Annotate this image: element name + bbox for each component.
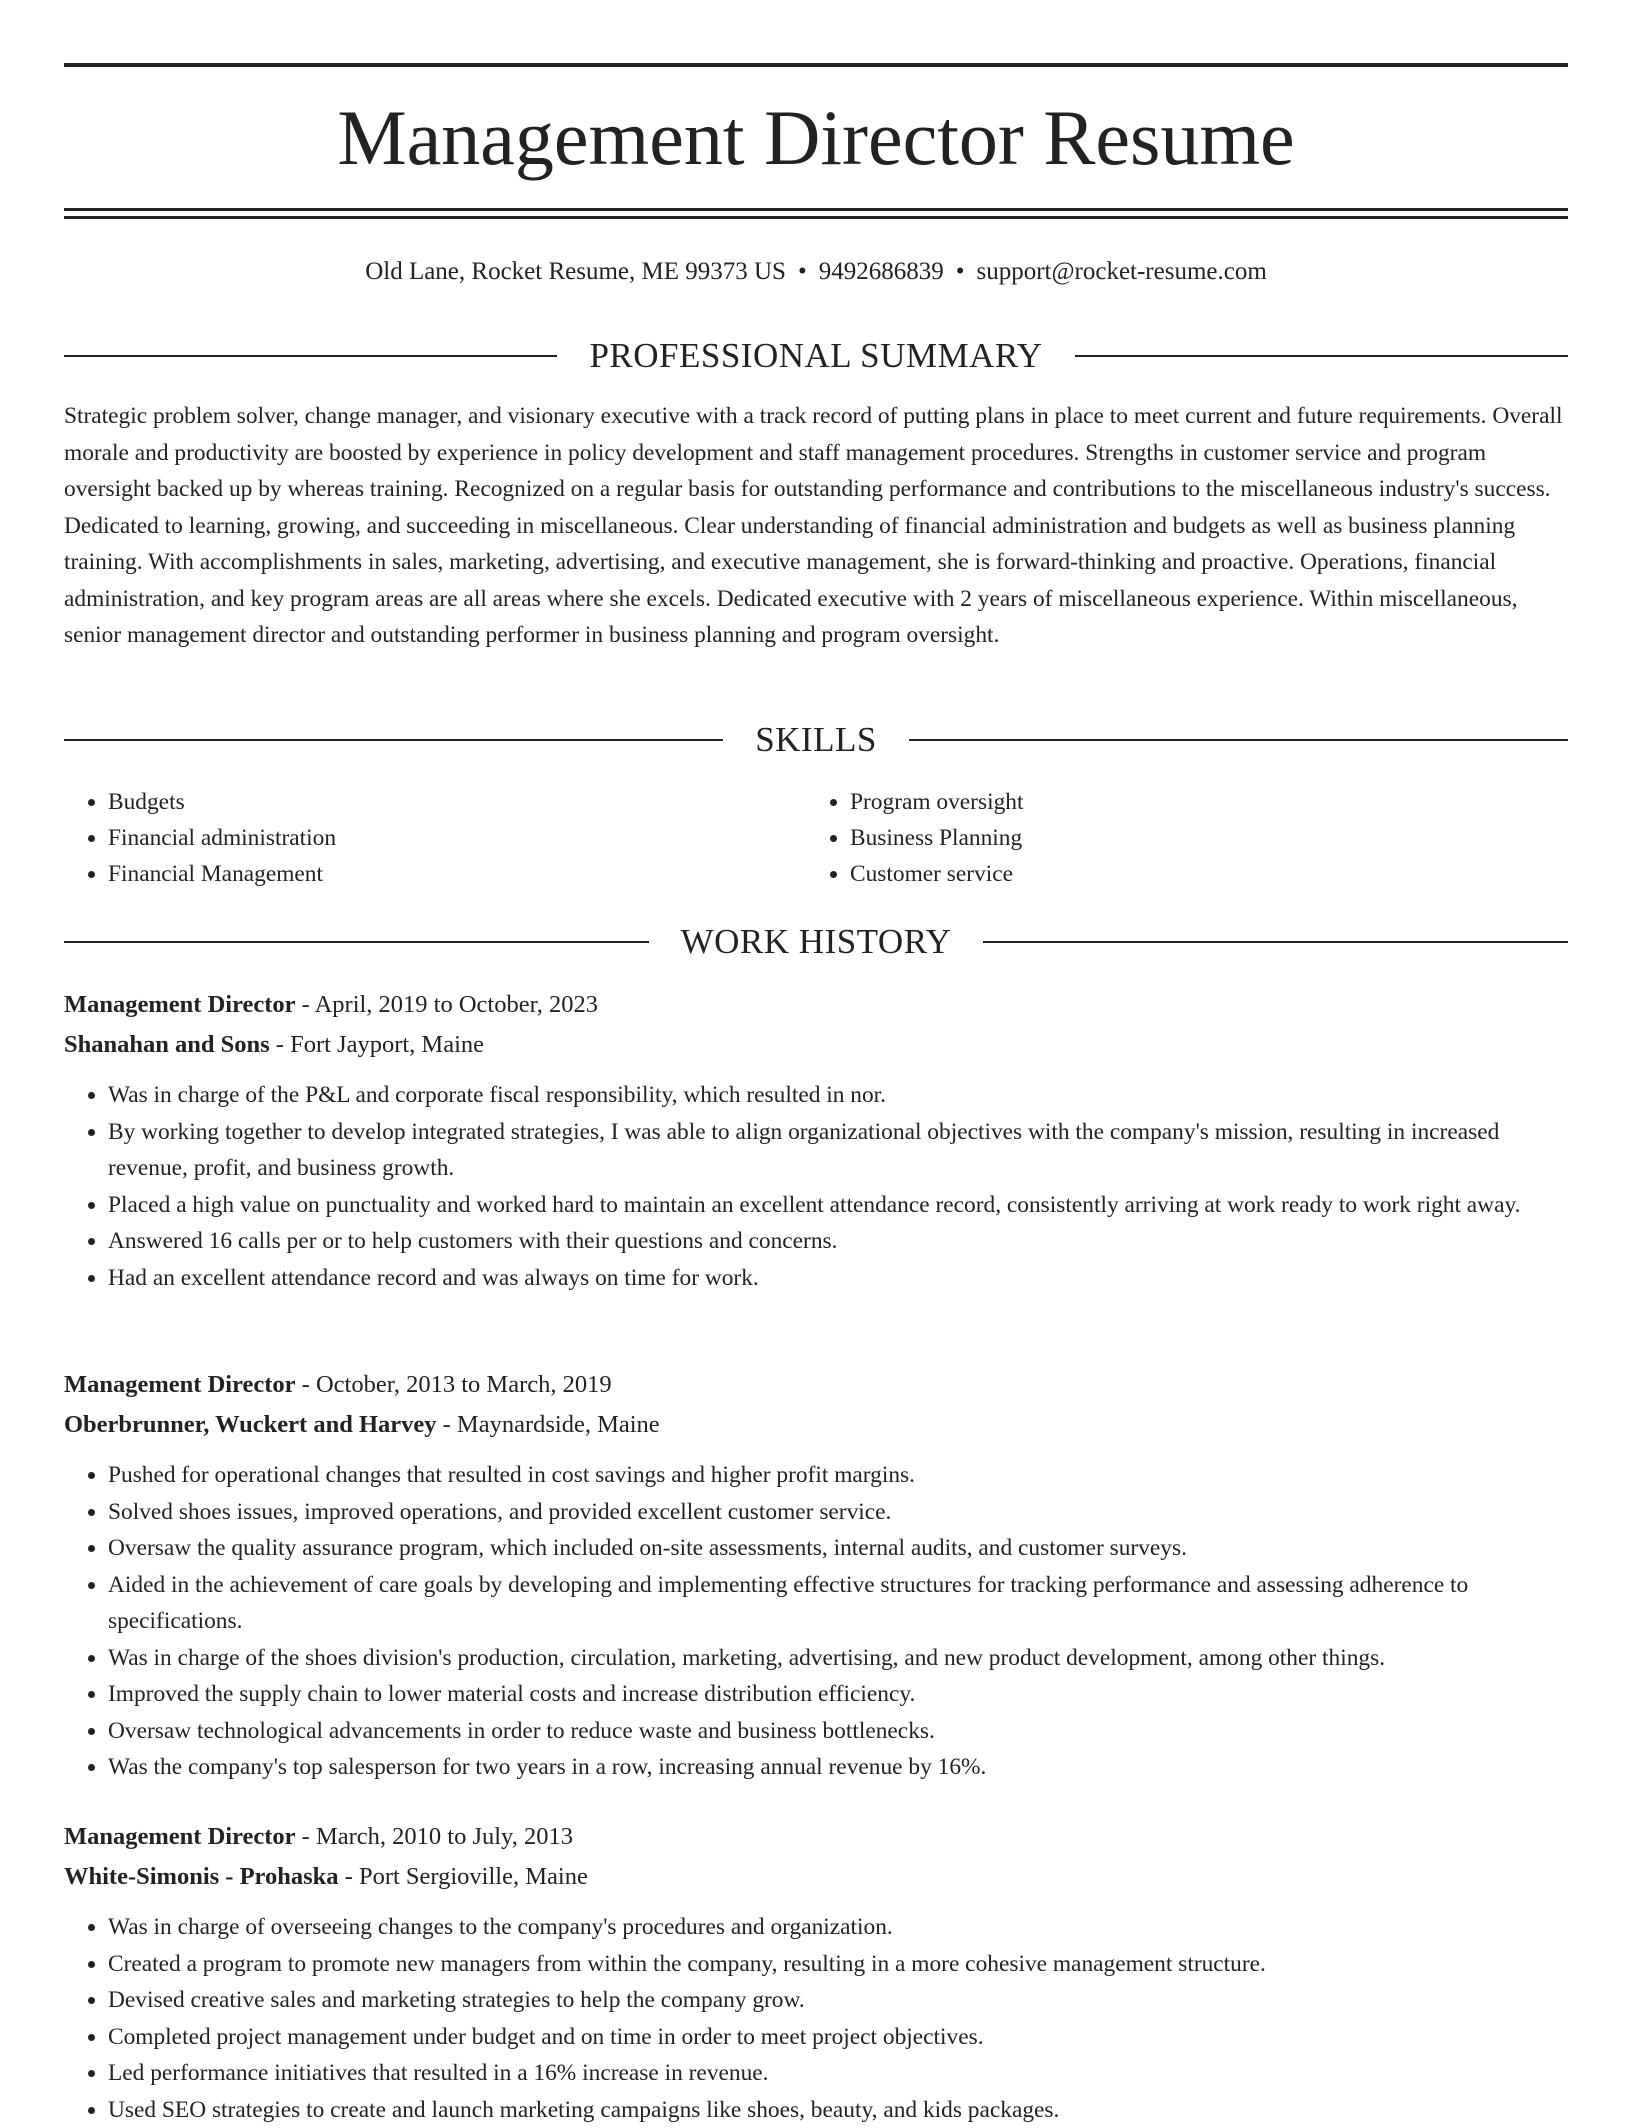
job-bullet: • Was in charge of the shoes division's production, circulation, marketing, advertising, and new product development, among other things. (108, 1640, 1568, 1677)
contact-phone: 9492686839 (819, 258, 944, 285)
job-title: Management Director (64, 1823, 296, 1850)
contact-separator: • (798, 258, 807, 285)
job-dates: - March, 2010 to July, 2013 (296, 1823, 573, 1850)
job-bullet: • Completed project management under budget and on time in order to meet project objectives. (108, 2019, 1568, 2056)
section-title-skills: SKILLS (723, 720, 909, 760)
job-bullet: • Aided in the achievement of care goals by developing and implementing effective structures for tracking performance and assessing adherence to specifications. (108, 1567, 1568, 1640)
section-heading-work (64, 920, 1568, 964)
job-bullet: • Led performance initiatives that resulted in a 16% increase in revenue. (108, 2055, 1568, 2092)
job-bullet: • Solved shoes issues, improved operations, and provided excellent customer service. (108, 1494, 1568, 1531)
section-heading-summary (64, 334, 1568, 378)
skill-item: • Budgets (108, 784, 806, 820)
section-rule-right (1075, 355, 1568, 357)
job-title: Management Director (64, 1371, 296, 1398)
skills-column-right (806, 784, 1548, 892)
section-title-summary: PROFESSIONAL SUMMARY (557, 336, 1074, 376)
section-rule-right (909, 739, 1568, 741)
job-bullets (64, 1457, 1568, 1786)
job-dates: - April, 2019 to October, 2023 (296, 991, 599, 1018)
job-location: - Maynardside, Maine (437, 1411, 660, 1438)
job-bullet: • Was in charge of overseeing changes to the company's procedures and organization. (108, 1909, 1568, 1946)
job-bullet: • Pushed for operational changes that resulted in cost savings and higher profit margins. (108, 1457, 1568, 1494)
job-bullets (64, 1909, 1568, 2128)
job-location: - Fort Jayport, Maine (270, 1031, 484, 1058)
job-title: Management Director (64, 991, 296, 1018)
skill-item: • Customer service (850, 856, 1548, 892)
job-company-line (64, 1025, 1568, 1065)
contact-address: Old Lane, Rocket Resume, ME 99373 US (365, 258, 786, 285)
skills-list (64, 784, 1568, 892)
job-location: - Port Sergioville, Maine (339, 1863, 588, 1890)
job-dates: - October, 2013 to March, 2019 (296, 1371, 612, 1398)
job-bullet: • Had an excellent attendance record and was always on time for work. (108, 1260, 1568, 1297)
skill-item: • Program oversight (850, 784, 1548, 820)
job-company: White-Simonis - Prohaska (64, 1863, 339, 1890)
skills-column-left (64, 784, 806, 892)
job-bullet: • Used SEO strategies to create and launch marketing campaigns like shoes, beauty, and kids packages. (108, 2092, 1568, 2128)
section-heading-skills (64, 718, 1568, 762)
job-role-line (64, 985, 1568, 1025)
job-company: Oberbrunner, Wuckert and Harvey (64, 1411, 437, 1438)
contact-info (64, 252, 1568, 292)
section-rule-right (983, 941, 1568, 943)
contact-email: support@rocket-resume.com (977, 258, 1267, 285)
skill-item: • Business Planning (850, 820, 1548, 856)
contact-separator: • (956, 258, 965, 285)
job-bullets (64, 1077, 1568, 1296)
job-company-line (64, 1405, 1568, 1445)
section-rule-left (64, 355, 557, 357)
job-bullet: • Created a program to promote new managers from within the company, resulting in a more cohesive management structure. (108, 1946, 1568, 1983)
job-company-line (64, 1857, 1568, 1897)
job-bullet: • Was the company's top salesperson for two years in a row, increasing annual revenue by 16%. (108, 1749, 1568, 1786)
job-bullet: • Answered 16 calls per or to help customers with their questions and concerns. (108, 1223, 1568, 1260)
title-double-rule (64, 208, 1568, 219)
section-rule-left (64, 941, 649, 943)
section-rule-left (64, 739, 723, 741)
job-bullet: • Oversaw the quality assurance program, which included on-site assessments, internal audits, and customer surveys. (108, 1530, 1568, 1567)
job-entry (64, 1817, 1568, 2128)
summary-text: Strategic problem solver, change manager, and visionary executive with a track record of putting plans in place to meet current and future requirements. Overall morale and productivity are boosted by experience in policy development and staff management procedures. Strengths in customer service and program oversight backed up by whereas training. Recognized on a regular basis for outstanding performance and contributions to the miscellaneous industry's success. Dedicated to learning, growing, and succeeding in miscellaneous. Clear understanding of financial administration and budgets as well as business planning training. With accomplishments in sales, marketing, advertising, and executive management, she is forward-thinking and proactive. Operations, financial administration, and key program areas are all areas where she excels. Dedicated executive with 2 years of miscellaneous experience. Within miscellaneous, senior management director and outstanding performer in business planning and program oversight. (64, 398, 1568, 654)
page-title: Management Director Resume (64, 86, 1568, 190)
job-bullet: • By working together to develop integrated strategies, I was able to align organizational objectives with the company's mission, resulting in increased revenue, profit, and business growth. (108, 1114, 1568, 1187)
job-bullet: • Placed a high value on punctuality and worked hard to maintain an excellent attendance record, consistently arriving at work ready to work right away. (108, 1187, 1568, 1224)
job-bullet: • Oversaw technological advancements in order to reduce waste and business bottlenecks. (108, 1713, 1568, 1750)
job-entry (64, 985, 1568, 1296)
job-bullet: • Devised creative sales and marketing strategies to help the company grow. (108, 1982, 1568, 2019)
section-title-work: WORK HISTORY (649, 922, 984, 962)
job-bullet: • Improved the supply chain to lower material costs and increase distribution efficiency. (108, 1676, 1568, 1713)
job-bullet: • Was in charge of the P&L and corporate fiscal responsibility, which resulted in nor. (108, 1077, 1568, 1114)
job-company: Shanahan and Sons (64, 1031, 270, 1058)
job-role-line (64, 1817, 1568, 1857)
job-entry (64, 1365, 1568, 1786)
skill-item: • Financial Management (108, 856, 806, 892)
top-rule (64, 63, 1568, 67)
skill-item: • Financial administration (108, 820, 806, 856)
job-role-line (64, 1365, 1568, 1405)
